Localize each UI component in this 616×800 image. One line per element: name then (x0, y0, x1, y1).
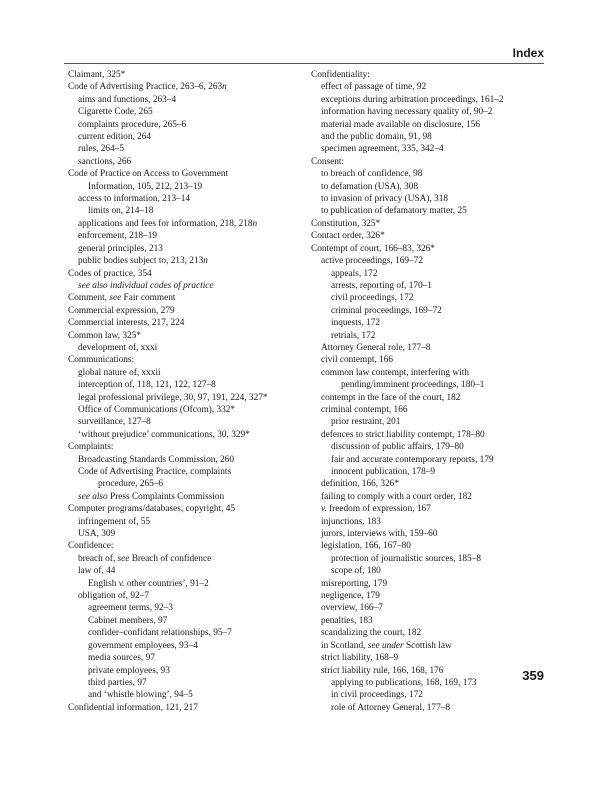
index-entry (68, 404, 304, 416)
index-entry-prefix: Comment, (68, 293, 110, 304)
index-entry (311, 354, 543, 366)
index-entry-text: enforcement, 218–19 (78, 231, 157, 242)
index-entry-text: see also individual codes of practice (78, 280, 214, 291)
index-entry (311, 106, 543, 118)
index-entry-text: applying to publications, 168, 169, 173 (331, 677, 477, 688)
index-entry-prefix: English (88, 578, 119, 589)
index-entry (311, 665, 543, 677)
index-entry-text: arrests, reporting of, 170–1 (331, 280, 432, 291)
index-entry-text: procedure, 265–6 (98, 479, 164, 490)
index-entry-text: scope of, 180 (331, 566, 381, 577)
index-entry (68, 590, 304, 602)
index-entry-italic: see under (367, 640, 404, 651)
index-entry-text: Contempt of court, 166–83, 326* (311, 243, 435, 254)
index-entry (68, 379, 304, 391)
index-entry-text: injunctions, 183 (321, 516, 381, 527)
index-entry-text: Broadcasting Standards Commission, 260 (78, 454, 234, 465)
index-entry (68, 119, 304, 131)
index-entry-italic: v. (321, 504, 327, 515)
index-entry (68, 367, 304, 379)
index-entry-text: to defamation (USA), 308 (321, 181, 419, 192)
index-entry-text: contempt in the face of the court, 182 (321, 392, 461, 403)
index-entry (68, 342, 304, 354)
index-entry (311, 454, 543, 466)
index-entry (68, 602, 304, 614)
index-entry (311, 268, 543, 280)
index-entry-text: Code of Advertising Practice, complaints (78, 467, 232, 477)
index-entry (68, 441, 304, 453)
index-entry-text: strict liability rule, 166, 168, 176 (321, 665, 444, 676)
index-entry (68, 81, 304, 93)
index-entry-text: Press Complaints Commission (107, 491, 225, 502)
index-entry-text: USA, 309 (78, 529, 116, 540)
index-entry-text: Contact order, 326* (311, 231, 385, 242)
index-entry-text: private employees, 93 (88, 665, 170, 676)
index-entry (68, 528, 304, 540)
index-entry-text: exceptions during arbitration proceedings, 161–2 (321, 94, 504, 105)
index-entry-text: sanctions, 266 (78, 156, 132, 167)
index-entry (311, 367, 543, 379)
index-entry (68, 392, 304, 404)
index-entry-text: infringement of, 55 (78, 516, 151, 527)
index-entry (311, 652, 543, 664)
index-entry-text: Confidence: (68, 541, 114, 552)
index-entry-text: obligation of, 92–7 (78, 591, 150, 602)
index-entry-text: and ‘whistle blowing’, 94–5 (88, 690, 193, 701)
index-entry (68, 689, 304, 701)
index-entry (68, 280, 304, 292)
index-entry-italic: see also (78, 491, 108, 502)
index-entry (311, 540, 543, 552)
index-entry-text: general principles, 213 (78, 243, 163, 254)
index-entry-text: protection of journalistic sources, 185–8 (331, 553, 482, 564)
index-entry (311, 689, 543, 701)
index-entry (311, 292, 543, 304)
index-entry-text: Claimant, 325* (68, 70, 126, 80)
index-entry (68, 205, 304, 217)
index-entry (68, 702, 304, 714)
index-entry (311, 677, 543, 689)
index-entry-text: third parties, 97 (88, 677, 147, 688)
index-entry (311, 218, 543, 230)
index-entry (68, 131, 304, 143)
index-entry (68, 565, 304, 577)
index-entry (68, 106, 304, 118)
index-entry-text: innocent publication, 178–9 (331, 467, 436, 477)
index-entry (311, 119, 543, 131)
index-entry-text: complaints procedure, 265–6 (78, 119, 187, 130)
index-entry-note: n (252, 218, 258, 229)
index-entry-text: negligence, 179 (321, 591, 380, 602)
index-entry-italic: see (109, 293, 122, 304)
index-entry-text: jurors, interviews with, 159–60 (321, 529, 438, 540)
index-entry-text: access to information, 213–14 (78, 194, 191, 205)
index-entry (311, 392, 543, 404)
index-entry (311, 565, 543, 577)
index-entry-text: definition, 166, 326* (321, 479, 399, 490)
index-entry (68, 652, 304, 664)
index-entry (68, 354, 304, 366)
index-entry (68, 553, 304, 565)
index-entry (311, 553, 543, 565)
index-entry (311, 131, 543, 143)
index-entry-prefix: in Scotland, (321, 640, 368, 651)
index-entry-text: criminal proceedings, 169–72 (331, 305, 442, 316)
index-entry-text: Fair comment (121, 293, 176, 304)
index-entry-text: confider–confidant relationships, 95–7 (88, 628, 232, 639)
index-entry (68, 317, 304, 329)
index-entry-text: Attorney General role, 177–8 (321, 342, 431, 353)
index-entry-text: public bodies subject to, 213, 213 (78, 256, 204, 267)
index-entry (311, 205, 543, 217)
index-entry-text: to invasion of privacy (USA), 318 (321, 194, 449, 205)
page-number: 359 (522, 668, 544, 683)
index-entry (311, 156, 543, 168)
index-entry (311, 441, 543, 453)
index-entry-text: information having necessary quality of, 90–2 (321, 107, 493, 118)
index-entry (311, 602, 543, 614)
index-column-right (311, 69, 543, 714)
index-entry (68, 305, 304, 317)
index-entry-text: rules, 264–5 (78, 144, 124, 155)
index-entry (68, 416, 304, 428)
index-entry-text: Common law, 325* (68, 330, 141, 341)
index-entry-text: to breach of confidence, 98 (321, 169, 423, 180)
index-entry (68, 156, 304, 168)
index-entry (311, 528, 543, 540)
index-entry (311, 230, 543, 242)
index-entry (311, 81, 543, 93)
index-entry (311, 615, 543, 627)
index-entry-text: development of, xxxi (78, 342, 158, 353)
index-entry (68, 677, 304, 689)
index-entry-text: scandalizing the court, 182 (321, 628, 422, 639)
index-entry-text: limits on, 214–18 (88, 206, 154, 217)
index-entry (68, 503, 304, 515)
index-entry (68, 168, 304, 180)
index-entry-text: legal professional privilege, 30, 97, 191, 224, 327* (78, 392, 268, 403)
index-entry (311, 342, 543, 354)
index-entry-text: civil contempt, 166 (321, 355, 394, 366)
index-entry (68, 615, 304, 627)
index-entry (68, 516, 304, 528)
index-entry-italic: v. (118, 578, 125, 589)
index-entry-text: Complaints: (68, 442, 114, 453)
index-entry-text: fair and accurate contemporary reports, 179 (331, 454, 494, 465)
index-entry (68, 466, 304, 478)
index-entry-text: other countries’, 91–2 (124, 578, 209, 589)
index-entry-text: Computer programs/databases, copyright, 45 (68, 504, 236, 515)
index-column-left (68, 69, 304, 714)
index-entry (311, 69, 543, 81)
index-entry-text: civil proceedings, 172 (331, 293, 414, 304)
index-entry (68, 429, 304, 441)
index-entry (311, 578, 543, 590)
index-entry-text: surveillance, 127–8 (78, 417, 151, 428)
index-entry-text: prior restraint, 201 (331, 417, 401, 428)
index-entry (311, 478, 543, 490)
index-entry-text: specimen agreement, 335, 342–4 (321, 144, 444, 155)
index-entry-text: penalties, 183 (321, 615, 373, 626)
index-entry (311, 590, 543, 602)
index-entry (68, 478, 304, 490)
index-entry-text: effect of passage of time, 92 (321, 82, 427, 93)
index-entry-text: government employees, 93–4 (88, 640, 198, 651)
index-entry-text: retrials, 172 (331, 330, 376, 341)
index-entry-text: and the public domain, 91, 98 (321, 132, 432, 143)
index-entry (311, 317, 543, 329)
index-entry (311, 243, 543, 255)
index-entry-text: in civil proceedings, 172 (331, 690, 423, 701)
index-entry (68, 255, 304, 267)
index-entry (311, 404, 543, 416)
index-entry-text: global nature of, xxxii (78, 367, 161, 378)
running-header: Index (512, 46, 544, 60)
index-entry (311, 143, 543, 155)
index-entry-text: current edition, 264 (78, 132, 152, 143)
index-entry (311, 255, 543, 267)
index-entry (311, 702, 543, 714)
index-entry (68, 230, 304, 242)
index-entry-text: applications and fees for information, 218, 218 (78, 218, 253, 229)
index-entry-text: common law contempt, interfering with (321, 367, 469, 378)
index-entry-text: inquests, 172 (331, 318, 381, 329)
index-entry-text: interception of, 118, 121, 122, 127–8 (78, 380, 216, 391)
index-entry (311, 640, 543, 652)
index-entry (311, 181, 543, 193)
index-entry (311, 516, 543, 528)
index-entry-text: Code of Practice on Access to Government (68, 169, 229, 180)
index-entry (311, 379, 543, 391)
index-entry-text: material made available on disclosure, 156 (321, 119, 481, 130)
index-entry-text: aims and functions, 263–4 (78, 94, 177, 105)
index-entry (68, 665, 304, 677)
index-entry-text: Code of Advertising Practice, 263–6, 263 (68, 82, 223, 93)
index-entry (311, 466, 543, 478)
index-entry-text: agreement terms, 92–3 (88, 603, 173, 614)
index-entry-prefix: breach of, (78, 553, 118, 564)
index-entry (311, 305, 543, 317)
index-entry (311, 429, 543, 441)
index-entry-italic: see (117, 553, 130, 564)
index-entry-text: law of, 44 (78, 566, 116, 577)
index-entry (311, 491, 543, 503)
index-entry (68, 627, 304, 639)
index-entry-text: pending/imminent proceedings, 180–1 (341, 380, 485, 391)
index-entry-text: Information, 105, 212, 213–19 (88, 181, 203, 192)
index-entry-text: failing to comply with a court order, 182 (321, 491, 472, 502)
index-entry-text: Codes of practice, 354 (68, 268, 152, 279)
index-entry (68, 540, 304, 552)
index-entry-text: legislation, 166, 167–80 (321, 541, 411, 552)
index-entry (311, 168, 543, 180)
index-entry-text: Confidentiality: (311, 70, 370, 80)
index-entry (68, 181, 304, 193)
index-entry (311, 94, 543, 106)
header-rule (64, 63, 544, 64)
index-entry-note: n (222, 82, 227, 93)
index-entry-text: Communications: (68, 355, 135, 366)
index-entry-text: Commercial interests, 217, 224 (68, 318, 185, 329)
index-entry-text: discussion of public affairs, 179–80 (331, 442, 464, 453)
index-entry (311, 503, 543, 515)
index-entry (311, 280, 543, 292)
index-entry (68, 193, 304, 205)
index-entry-text: Constitution, 325* (311, 218, 381, 229)
index-entry-text: media sources, 97 (88, 653, 155, 664)
index-entry-text: misreporting, 179 (321, 578, 388, 589)
index-entry-text: Office of Communications (Ofcom), 332* (78, 404, 236, 415)
index-entry (68, 330, 304, 342)
index-entry-text: Consent: (311, 156, 345, 167)
index-entry-text: criminal contempt, 166 (321, 404, 408, 415)
index-entry-text: freedom of expression, 167 (326, 504, 431, 515)
index-entry (68, 491, 304, 503)
index-entry (311, 416, 543, 428)
index-entry (68, 578, 304, 590)
index-entry (68, 292, 304, 304)
index-entry (68, 640, 304, 652)
index-entry-text: Commercial expression, 279 (68, 305, 175, 316)
index-entry (68, 69, 304, 81)
index-entry-text: Cigarette Code, 265 (78, 107, 153, 118)
index-entry (311, 193, 543, 205)
index-entry-note: n (203, 256, 208, 267)
index-entry (68, 268, 304, 280)
index-entry (68, 454, 304, 466)
index-entry-text: active proceedings, 169–72 (321, 256, 423, 267)
index-entry-text: Confidential information, 121, 217 (68, 702, 198, 713)
index-entry-text: Scottish law (403, 640, 452, 651)
index-entry-text: Cabinet members, 97 (88, 615, 168, 626)
index-entry (68, 218, 304, 230)
index-entry-text: Breach of confidence (129, 553, 212, 564)
index-entry-text: appeals, 172 (331, 268, 378, 279)
index-entry-text: overview, 166–7 (321, 603, 383, 614)
index-entry-text: strict liability, 168–9 (321, 653, 399, 664)
index-entry (68, 143, 304, 155)
index-entry-text: to publication of defamatory matter, 25 (321, 206, 467, 217)
index-entry (311, 627, 543, 639)
index-entry-text: ‘without prejudice’ communications, 30, 329* (78, 429, 250, 440)
index-entry-text: defences to strict liability contempt, 178–80 (321, 429, 485, 440)
index-entry (68, 243, 304, 255)
index-entry (68, 94, 304, 106)
index-entry (311, 330, 543, 342)
index-entry-text: role of Attorney General, 177–8 (331, 702, 451, 713)
